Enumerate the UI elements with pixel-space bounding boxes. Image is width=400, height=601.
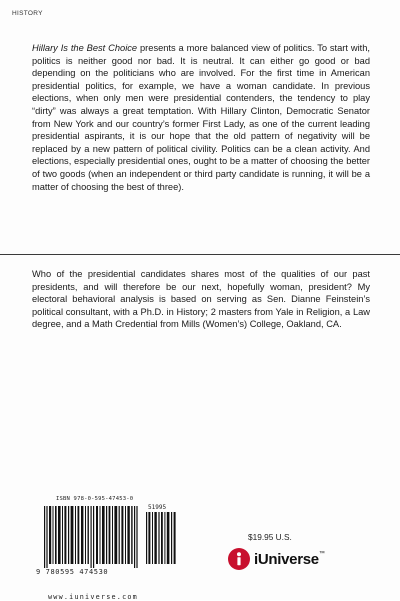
- divider-line: [0, 254, 400, 255]
- barcode-icon: [42, 506, 182, 570]
- publisher-name: iUniverse™: [254, 551, 325, 568]
- category-label: HISTORY: [12, 10, 43, 17]
- isbn-barcode: [34, 496, 184, 586]
- isbn-label: ISBN 978-0-595-47453-0: [56, 496, 134, 502]
- book-description-text: presents a more balanced view of politics. To start with, politics is neither good nor bad. It is neutral. It can either go good or bad depending on the politicians who are involved. For the first time in American presidential politics, for example, we have a woman candidate. In previous elections, when only men were presidential contenders, the tendency to play “dirty” was always a great temptation. With Hillary Clinton, Democratic Senator from New York and our country’s former First Lady, as one of the current leading presidential aspirants, it is our hope that the old pattern of negativity will be replaced by a new pattern of political civility. Politics can be a clean activity. And elections, especially presidential ones, ought to be a matter of choosing the better of two goods (when an independent or third party candidate is running, it will be a matter of choosing the best of three).: [32, 43, 370, 192]
- publisher-website: www.iuniverse.com: [48, 593, 138, 601]
- book-description: [32, 42, 370, 193]
- retail-price: $19.95 U.S.: [248, 532, 292, 542]
- iuniverse-logo-icon: [228, 548, 250, 570]
- author-bio: Who of the presidential candidates shares most of the qualities of our past presidents, and will therefore be our next, hopefully woman, president? My electoral behavioral analysis is based on serving as Sen. Dianne Feinstein’s political consultant, with a Ph.D. in History; 2 masters from Yale in Religion, a Law degree, and a Math Credential from Mills (Women’s) College, Oakland, CA.: [32, 269, 370, 330]
- barcode-digits: 9 780595 474530: [36, 568, 109, 576]
- publisher-logo: [228, 548, 368, 572]
- book-title: Hillary Is the Best Choice: [32, 43, 138, 53]
- price-code: 51995: [148, 504, 167, 511]
